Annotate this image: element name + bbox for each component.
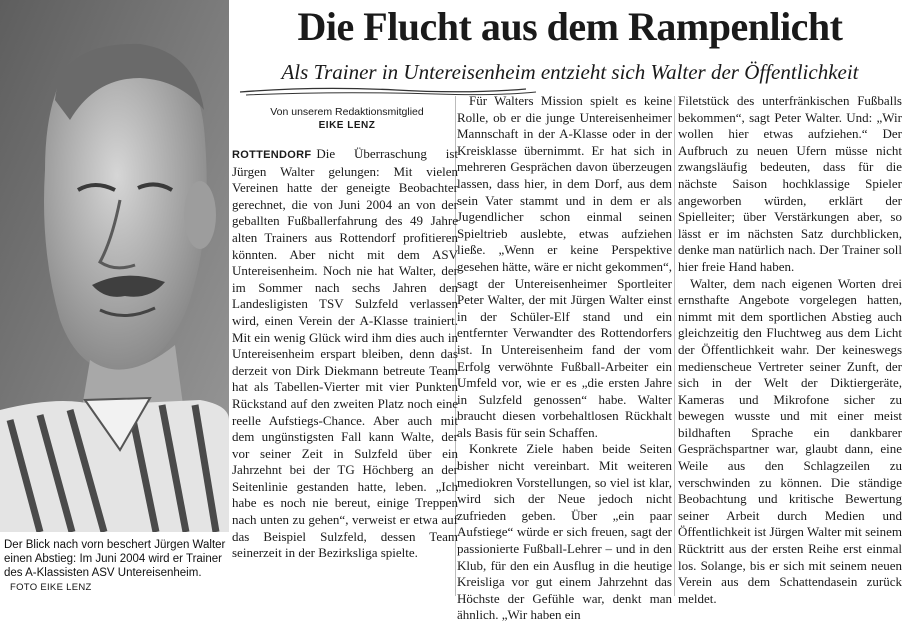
byline [236, 106, 458, 132]
dateline: ROTTENDORF [232, 149, 312, 161]
column-divider [674, 96, 675, 596]
paragraph: Walter, dem nach eigenen Worten drei ernsthafte Angebote vorgelegen hatten, nimmt mit dem sportlichen Abstieg auch gleichzeitig den Fluchtweg aus dem Licht der Öffentlichkeit wahr. Der keineswegs medienscheue Vertreter seiner Zunft, der sich in der Welt der Diktiergeräte, Kameras und Mikrofone sicher zu bewegen wusste und mit einer meist bildhaften Sprache ein dankbarer Gesprächspartner war, glaubt dann, eine Weile aus den Schlagzeilen zu verschwinden zu können. Die ständige Beobachtung und kritische Bewertung seiner Arbeit durch Medien und Öffentlichkeit ist Jürgen Walter mit seinem Rücktritt aus der ersten Reihe erst einmal los. Solange, bis er sich mit seinem neuen Verein aus dem Schattendasein zurück meldet. [678, 275, 902, 606]
article-column-2 [457, 93, 672, 624]
caption-text: Der Blick nach vorn beschert Jürgen Walter einen Abstieg: Im Juni 2004 wird er Trainer des A-Klassisten ASV Untereisenheim. [4, 539, 226, 579]
headline: Die Flucht aus dem Rampenlicht [297, 4, 843, 49]
paragraph: Filetstück des unterfränkischen Fußballs bekommen“, sagt Peter Walter. Und: „Wir wollen hier etwas aufziehen.“ Der Aufbruch zu neuen Ufern müsse nicht zwangsläufig bedeuten, dass für die nächste Saison hochklassige Spieler angeworben würden, erklärt der Spielleiter; über Verstärkungen aber, so lässt er im nächsten Satz durchblicken, denke man natürlich nach. Der Trainer soll hier freie Hand haben. [678, 93, 902, 274]
photo-credit: FOTO EIKE LENZ [10, 582, 92, 593]
portrait-image [0, 0, 229, 532]
subheadline: Als Trainer in Untereisenheim entzieht sich Walter der Öffentlichkeit [281, 60, 859, 84]
article-column-1 [232, 146, 458, 562]
paragraph: Konkrete Ziele haben beide Seiten bisher nicht vereinbart. Mit weiteren mediokren Vorstellungen, so viel ist klar, wird sich der Neue jedoch nicht zufrieden geben. Über „ein paar Aufstiege“ würde er sich freuen, sagt der passionierte Fußball-Lehrer – und in den Klub, für den ein Ausflug in die heutige Kreisliga vor gut einem Jahrzehnt das Höchste der Gefühle war, denkt man ähnlich. „Wir haben ein [457, 441, 672, 623]
photo-caption [4, 538, 228, 595]
article-column-3 [678, 93, 902, 607]
byline-author: EIKE LENZ [318, 120, 376, 131]
paragraph-text: Die Überraschung ist Jürgen Walter gelungen: Mit vielen Vereinen hatte der geneigte Beobachter gerechnet, die von Juni 2004 an von der geballten Fußballerfahrung des 49 Jahre alten Trainers aus Rottendorf profitieren könnten. Aber nicht mit dem ASV Untereisenheim. Noch nie hat Walter, der im Sommer nach sechs Jahren den Landesligisten TSV Sulzfeld verlassen wird, einen Verein der A-Klasse trainiert. Mit ein wenig Glück wird ihm dies auch in Untereisenheim erspart bleiben, denn das derzeit von Dirk Diekmann betreute Team hat als Tabellen-Vierter mit vier Punkten Rückstand auf den zweiten Platz noch eine reelle Aufstiegs-Chance. Aber auch mit dem ungünstigsten Fall kann Walte, der vor seiner Zeit in Sulzfeld über ein Jahrzehnt bei der TG Höchberg an der Seitenlinie gestanden hatte, leben. „Ich habe es noch nie bereut, einige Treppen nach unten zu gehen“, verweist er etwa auf das Beispiel Sulzfeld, dessen Team seinerzeit in der Bezirksliga spielte. [232, 146, 458, 561]
byline-label: Von unserem Redaktionsmitglied [270, 106, 424, 118]
article-photo [0, 0, 229, 532]
paragraph: Für Walters Mission spielt es keine Rolle, ob er die junge Untereisenheimer Mannschaft in der A-Klasse oder in der Kreisklasse übernimmt. Er hat sich in mehreren Gesprächen davon überzeugen lassen, dass hier, in dem Dorf, aus dem sein Vater stammt und in dem er als Jugendlicher schon einmal seinen Spieltrieb auslebte, etwas aufziehen ließe. „Wenn er keine Perspektive gesehen hätte, wäre er nicht gekommen“, sagt der Untereisenheimer Sportleiter Peter Walter, der mit Jürgen Walter einst in der Schüler-Elf stand und ein entfernter Verwandter des Rottendorfers ist. In Untereisenheim fand der vom Erfolg verwöhnte Fußball-Arbeiter ein Umfeld vor, wie er es „die ersten Jahre in Sulzfeld genossen“ habe. Walter braucht diesen vorbehaltlosen Rückhalt als Basis für sein Schaffen. [457, 93, 672, 440]
paragraph [232, 146, 458, 562]
